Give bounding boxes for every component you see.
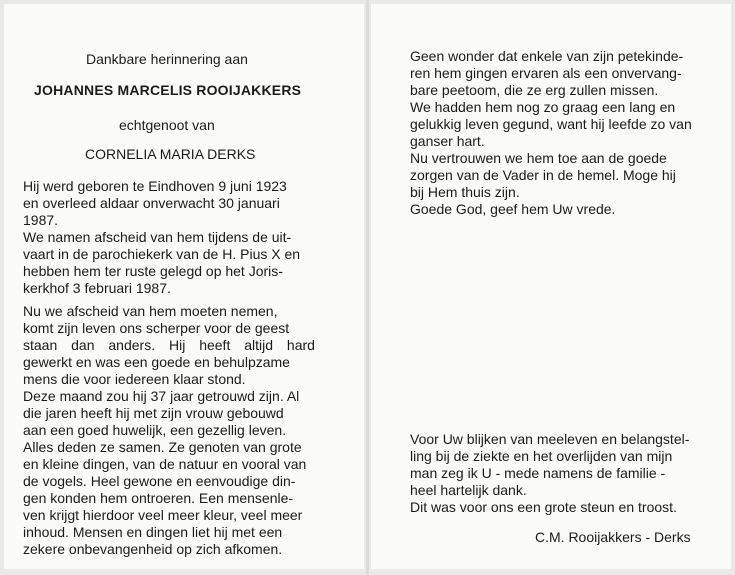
thanks-paragraph bbox=[410, 431, 708, 516]
line: die jaren heeft hij met zijn vrouw gebouwd bbox=[23, 405, 284, 421]
line: en overleed aldaar onverwacht 30 januari bbox=[23, 195, 280, 211]
line: gewerkt en was een goede en behulpzame bbox=[23, 354, 290, 370]
line: Deze maand zou hij 37 jaar getrouwd zijn. Al bbox=[23, 388, 300, 404]
line: man zeg ik U - mede namens de familie - bbox=[410, 465, 666, 481]
line: gen konden hem ontroeren. Een mensenle- bbox=[23, 490, 294, 506]
line: Goede God, geef hem Uw vrede. bbox=[410, 201, 616, 217]
line: zekere onbevangenheid op zich afkomen. bbox=[23, 541, 283, 557]
line: en kleine dingen, van de natuur en vooral van bbox=[23, 456, 307, 472]
closing-paragraph bbox=[410, 48, 708, 218]
line: Alles deden ze samen. Ze genoten van grote bbox=[23, 439, 302, 455]
line: Nu vertrouwen we hem toe aan de goede bbox=[410, 150, 667, 166]
line: mens die voor iedereen klaar stond. bbox=[23, 371, 246, 387]
line: staan dan anders. Hij heeft altijd hard bbox=[23, 337, 315, 353]
line: zorgen van de Vader in de hemel. Moge hij bbox=[410, 167, 676, 183]
line: komt zijn leven ons scherper voor de geest bbox=[23, 320, 290, 336]
line: Geen wonder dat enkele van zijn petekinde- bbox=[410, 48, 684, 64]
line: ling bij de ziekte en het overlijden van mijn bbox=[410, 448, 673, 464]
deceased-name: JOHANNES MARCELIS ROOIJAKKERS bbox=[34, 82, 302, 98]
line: Hij werd geboren te Eindhoven 9 juni 1923 bbox=[23, 178, 287, 194]
line: kerkhof 3 februari 1987. bbox=[23, 280, 171, 296]
line: We namen afscheid van hem tijdens de uit- bbox=[23, 229, 292, 245]
line: Voor Uw blijken van meeleven en belangstel- bbox=[410, 431, 690, 447]
line: ganser hart. bbox=[410, 133, 485, 149]
line: Dit was voor ons een grote steun en troost. bbox=[410, 499, 677, 515]
life-paragraph bbox=[23, 303, 326, 558]
line: We hadden hem nog zo graag een lang en bbox=[410, 99, 676, 115]
card-fold bbox=[366, 0, 369, 575]
line: vaart in de parochiekerk van de H. Pius X en bbox=[23, 246, 301, 262]
line: hebben hem ter ruste gelegd op het Joris- bbox=[23, 263, 283, 279]
line: 1987. bbox=[23, 212, 59, 228]
birth-paragraph bbox=[23, 178, 326, 297]
spouse-name: CORNELIA MARIA DERKS bbox=[85, 146, 256, 162]
line: bij Hem thuis zijn. bbox=[410, 184, 520, 200]
line: bare peetoom, die ze erg zullen missen. bbox=[410, 82, 659, 98]
line: ren hem gingen ervaren als een onvervang- bbox=[410, 65, 682, 81]
intro-text: Dankbare herinnering aan bbox=[86, 51, 248, 67]
line: inhoud. Mensen en dingen liet hij met een bbox=[23, 524, 283, 540]
line: aan een goed huwelijk, een gezellig leven. bbox=[23, 422, 287, 438]
relation-text: echtgenoot van bbox=[119, 117, 215, 133]
line: de vogels. Heel gewone en eenvoudige din- bbox=[23, 473, 296, 489]
line: Nu we afscheid van hem moeten nemen, bbox=[23, 303, 278, 319]
line: heel hartelijk dank. bbox=[410, 482, 527, 498]
signature: C.M. Rooijakkers - Derks bbox=[535, 529, 691, 545]
line: ven krijgt hierdoor veel meer kleur, veel meer bbox=[23, 507, 303, 523]
line: gelukkig leven gegund, want hij leefde zo van bbox=[410, 116, 692, 132]
